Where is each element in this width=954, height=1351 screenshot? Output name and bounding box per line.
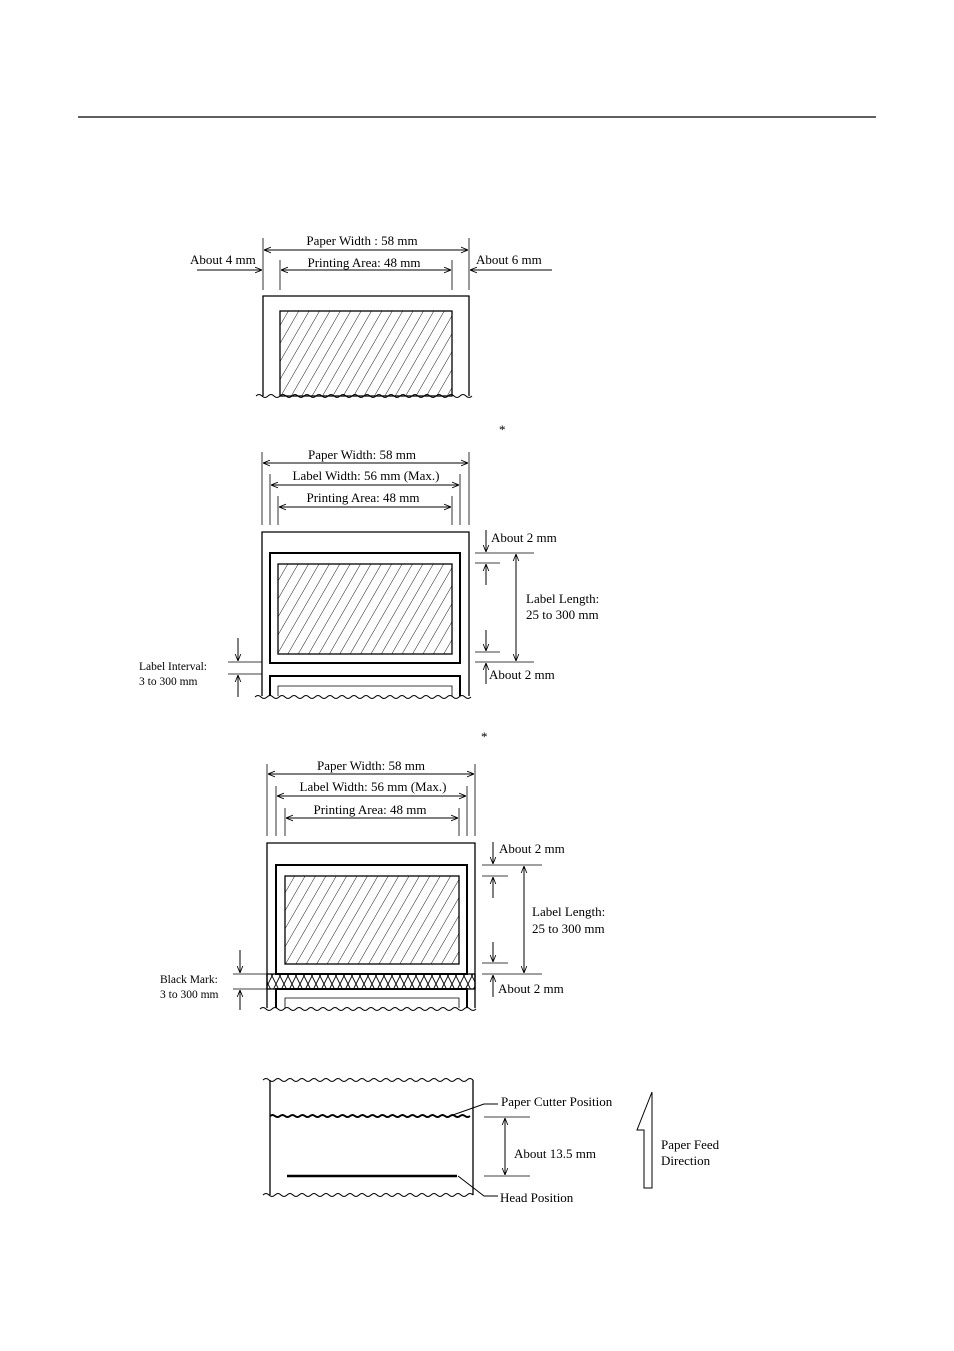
black-mark-label-line1: Black Mark: (160, 974, 218, 986)
diagram-cutter (263, 1079, 720, 1206)
asterisk-label: * (499, 422, 506, 437)
bottom-gap-label: About 2 mm (489, 667, 555, 682)
printing-area-label: Printing Area: 48 mm (313, 802, 427, 817)
label-interval-label-line1: Label Interval: (139, 661, 208, 673)
bottom-gap-label: About 2 mm (498, 981, 564, 996)
cutter-position-label: Paper Cutter Position (501, 1094, 613, 1109)
cutter-leader (450, 1104, 498, 1116)
printing-area-hatched (285, 876, 459, 964)
paper-torn-edge (260, 1008, 476, 1011)
label-width-label: Label Width: 56 mm (Max.) (299, 779, 447, 794)
paper-width-label: Paper Width: 58 mm (317, 758, 425, 773)
paper-feed-arrow (637, 1092, 652, 1188)
paper-torn-edge (255, 696, 471, 699)
paper-width-label: Paper Width: 58 mm (308, 447, 416, 462)
label-length-label-line1: Label Length: (532, 904, 606, 919)
black-mark-band (267, 974, 475, 989)
printing-area-label: Printing Area: 48 mm (306, 490, 420, 505)
diagram-label (139, 422, 599, 699)
top-gap-label: About 2 mm (491, 530, 557, 545)
paper-width-label: Paper Width : 58 mm (306, 233, 418, 248)
printing-area-hatched (280, 311, 452, 396)
right-margin-label: About 6 mm (476, 252, 542, 267)
paper-torn-edge-bottom (263, 1194, 473, 1197)
paper-torn-edge-top (263, 1079, 473, 1082)
paper-feed-label-line2: Direction (661, 1153, 711, 1168)
label-interval-label-line2: 3 to 300 mm (139, 676, 198, 688)
asterisk-label: * (481, 729, 488, 744)
next-label-inner (278, 686, 452, 696)
diagram-blackmark (160, 729, 605, 1011)
head-position-label: Head Position (500, 1190, 574, 1205)
head-leader (458, 1176, 498, 1196)
next-label-inner (285, 998, 459, 1008)
cutter-position-line (270, 1115, 470, 1117)
top-gap-label: About 2 mm (499, 841, 565, 856)
paper-feed-label-line1: Paper Feed (661, 1137, 720, 1152)
label-length-label-line2: 25 to 300 mm (532, 921, 605, 936)
label-length-label-line2: 25 to 300 mm (526, 607, 599, 622)
cutter-head-distance-label: About 13.5 mm (514, 1146, 596, 1161)
diagram-paper (190, 233, 552, 398)
printing-area-hatched (278, 564, 452, 654)
black-mark-label-line2: 3 to 300 mm (160, 989, 219, 1001)
label-length-label-line1: Label Length: (526, 591, 600, 606)
label-width-label: Label Width: 56 mm (Max.) (292, 468, 440, 483)
left-margin-label: About 4 mm (190, 252, 256, 267)
next-label-outline (276, 989, 467, 1008)
printing-area-label: Printing Area: 48 mm (307, 255, 421, 270)
